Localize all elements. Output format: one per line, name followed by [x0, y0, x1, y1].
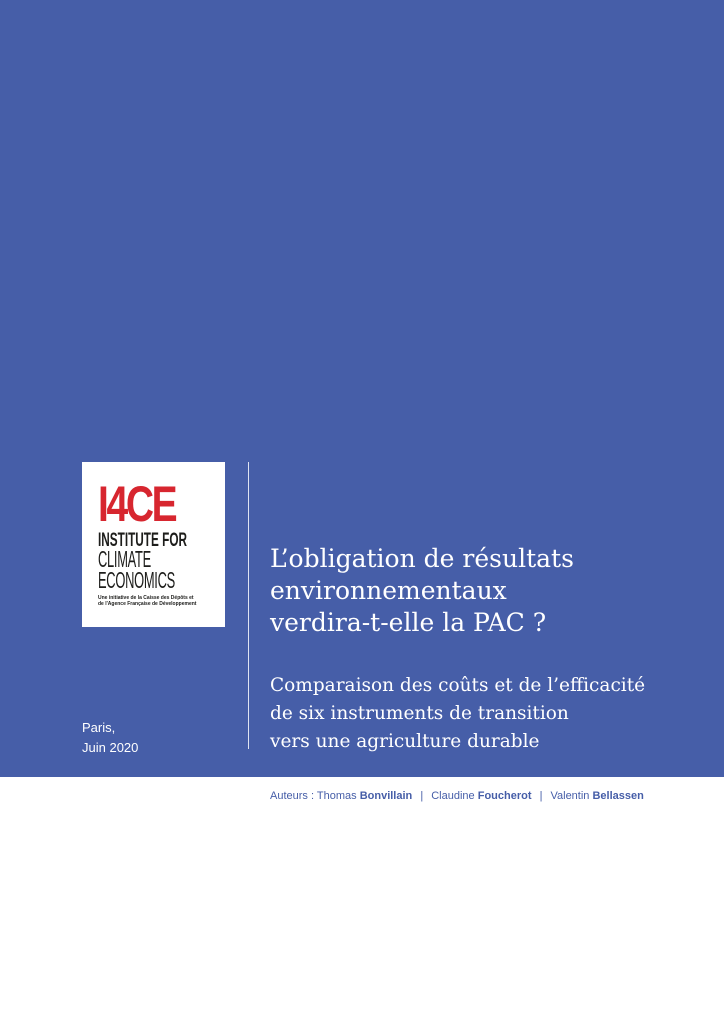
title-line-3: verdira-t-elle la PAC ? — [270, 608, 547, 637]
authors-separator: | — [420, 790, 424, 802]
authors-prefix: Auteurs : Thomas — [270, 790, 357, 802]
subtitle-line-2: de six instruments de transition — [270, 703, 569, 724]
logo-mark: I4CE — [98, 476, 176, 532]
title-line-2: environnementaux — [270, 576, 507, 605]
author-1-last-name: Bonvillain — [359, 790, 413, 802]
logo-tagline-1: Une initiative de la Caisse des Dépôts et — [98, 595, 194, 601]
place-date — [82, 718, 138, 758]
i4ce-logo — [82, 462, 225, 627]
logo-tagline — [98, 595, 222, 607]
authors-line — [270, 789, 644, 803]
logo-line-economics: ECONOMICS — [98, 567, 175, 593]
subtitle-line-3: vers une agriculture durable — [270, 731, 540, 752]
vertical-divider — [248, 462, 249, 749]
logo-tagline-2: de l'Agence Française de Développement — [98, 601, 197, 607]
logo-line-institute: INSTITUTE FOR — [98, 530, 188, 551]
authors-separator: | — [539, 790, 543, 802]
document-title — [270, 543, 710, 639]
publication-date: Juin 2020 — [82, 740, 139, 755]
author-3-first-name: Valentin — [550, 790, 590, 802]
document-subtitle — [270, 672, 710, 756]
title-line-1: L’obligation de résultats — [270, 544, 574, 573]
author-2-first-name: Claudine — [431, 790, 475, 802]
subtitle-line-1: Comparaison des coûts et de l’efficacité — [270, 675, 646, 696]
author-2-last-name: Foucherot — [477, 790, 532, 802]
place-city: Paris, — [82, 720, 116, 735]
logo-line-climate: CLIMATE — [98, 546, 151, 572]
author-3-last-name: Bellassen — [592, 790, 644, 802]
